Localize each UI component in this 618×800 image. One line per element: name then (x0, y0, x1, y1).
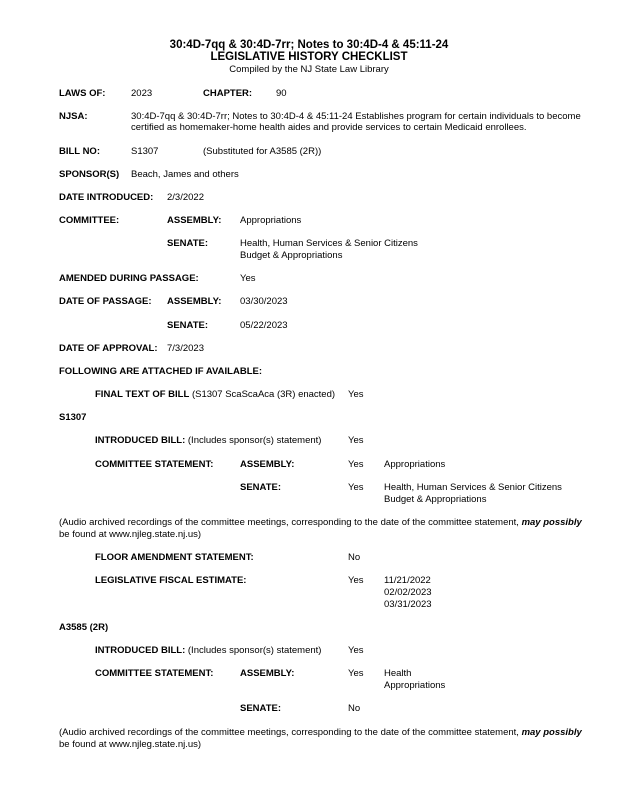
compiled-by: Compiled by the NJ State Law Library (229, 64, 389, 75)
s1307-senate-committee-1: Health, Human Services & Senior Citizens (384, 482, 562, 493)
chapter-value: 90 (276, 88, 287, 99)
passage-assembly-label: ASSEMBLY: (167, 296, 222, 307)
a3585-assembly-value: Yes (348, 668, 364, 679)
date-of-approval-value: 7/3/2023 (167, 343, 204, 354)
committee-senate-value-2: Budget & Appropriations (240, 250, 343, 261)
s1307-audio-note-emphasis: may possibly (521, 517, 582, 528)
passage-senate-label: SENATE: (167, 320, 208, 331)
njsa-line-2: certified as homemaker-home health aides and provide services to certain Medicaid enrollees. (131, 122, 527, 133)
a3585-heading: A3585 (2R) (59, 622, 109, 633)
chapter-label: CHAPTER: (203, 88, 253, 99)
date-introduced-value: 2/3/2022 (167, 192, 204, 203)
committee-senate-value-1: Health, Human Services & Senior Citizens (240, 238, 418, 249)
bill-substitution-note: (Substituted for A3585 (2R)) (203, 146, 322, 157)
checklist-title: LEGISLATIVE HISTORY CHECKLIST (210, 51, 408, 63)
a3585-assembly-committee-2: Appropriations (384, 680, 446, 691)
committee-assembly-value: Appropriations (240, 215, 302, 226)
s1307-assembly-committee: Appropriations (384, 459, 446, 470)
s1307-audio-note-line-1 (59, 517, 582, 529)
laws-of-label: LAWS OF: (59, 88, 106, 99)
date-of-passage-label: DATE OF PASSAGE: (59, 296, 152, 307)
date-of-approval-label: DATE OF APPROVAL: (59, 343, 158, 354)
s1307-assembly-value: Yes (348, 459, 364, 470)
a3585-audio-note-text: (Audio archived recordings of the committee meetings, corresponding to the date of the committee statement, (59, 727, 519, 738)
committee-assembly-label: ASSEMBLY: (167, 215, 222, 226)
passage-assembly-date: 03/30/2023 (240, 296, 288, 307)
final-text-label: FINAL TEXT OF BILL (95, 389, 190, 400)
s1307-fiscal-date-3: 03/31/2023 (384, 599, 432, 610)
amended-label: AMENDED DURING PASSAGE: (59, 273, 199, 284)
s1307-introduced-label: INTRODUCED BILL: (95, 435, 186, 446)
committee-senate-label: SENATE: (167, 238, 208, 249)
a3585-introduced-value: Yes (348, 645, 364, 656)
s1307-fiscal-date-2: 02/02/2023 (384, 587, 432, 598)
sponsor-value: Beach, James and others (131, 169, 239, 180)
s1307-senate-value: Yes (348, 482, 364, 493)
amended-value: Yes (240, 273, 256, 284)
bill-no-value: S1307 (131, 146, 159, 157)
passage-senate-date: 05/22/2023 (240, 320, 288, 331)
s1307-fiscal-estimate-label: LEGISLATIVE FISCAL ESTIMATE: (95, 575, 247, 586)
s1307-committee-statement-label: COMMITTEE STATEMENT: (95, 459, 214, 470)
s1307-floor-amendment-label: FLOOR AMENDMENT STATEMENT: (95, 552, 254, 563)
a3585-audio-note-emphasis: may possibly (521, 727, 582, 738)
a3585-audio-note-line-2: be found at www.njleg.state.nj.us) (59, 739, 202, 750)
s1307-senate-committee-2: Budget & Appropriations (384, 494, 487, 505)
s1307-introduced-row (95, 435, 321, 447)
final-text-detail: (S1307 ScaScaAca (3R) enacted) (191, 389, 336, 400)
following-heading: FOLLOWING ARE ATTACHED IF AVAILABLE: (59, 366, 262, 377)
s1307-introduced-value: Yes (348, 435, 364, 446)
s1307-audio-note-text: (Audio archived recordings of the committee meetings, corresponding to the date of the committee statement, (59, 517, 519, 528)
s1307-heading: S1307 (59, 412, 87, 423)
s1307-fiscal-estimate-value: Yes (348, 575, 364, 586)
a3585-assembly-committee-1: Health (384, 668, 412, 679)
s1307-audio-note-line-2: be found at www.njleg.state.nj.us) (59, 529, 202, 540)
date-introduced-label: DATE INTRODUCED: (59, 192, 154, 203)
s1307-floor-amendment-value: No (348, 552, 361, 563)
a3585-introduced-row (95, 645, 321, 657)
a3585-introduced-detail: (Includes sponsor(s) statement) (187, 645, 322, 656)
a3585-senate-value: No (348, 703, 361, 714)
committee-label: COMMITTEE: (59, 215, 120, 226)
a3585-assembly-label: ASSEMBLY: (240, 668, 295, 679)
a3585-introduced-label: INTRODUCED BILL: (95, 645, 186, 656)
njsa-line-1: 30:4D-7qq & 30:4D-7rr; Notes to 30:4D-4 & 45:11-24 Establishes program for certain individuals to become (131, 111, 581, 122)
final-text-row (95, 389, 335, 401)
njsa-label: NJSA: (59, 111, 88, 122)
a3585-audio-note-line-1 (59, 727, 582, 739)
a3585-committee-statement-label: COMMITTEE STATEMENT: (95, 668, 214, 679)
final-text-value: Yes (348, 389, 364, 400)
sponsor-label: SPONSOR(S) (59, 169, 120, 180)
s1307-assembly-label: ASSEMBLY: (240, 459, 295, 470)
a3585-senate-label: SENATE: (240, 703, 281, 714)
bill-no-label: BILL NO: (59, 146, 100, 157)
document-title: 30:4D-7qq & 30:4D-7rr; Notes to 30:4D-4 & 45:11-24 (169, 39, 449, 51)
laws-of-value: 2023 (131, 88, 153, 99)
s1307-fiscal-date-1: 11/21/2022 (384, 575, 431, 586)
s1307-introduced-detail: (Includes sponsor(s) statement) (187, 435, 322, 446)
s1307-senate-label: SENATE: (240, 482, 281, 493)
